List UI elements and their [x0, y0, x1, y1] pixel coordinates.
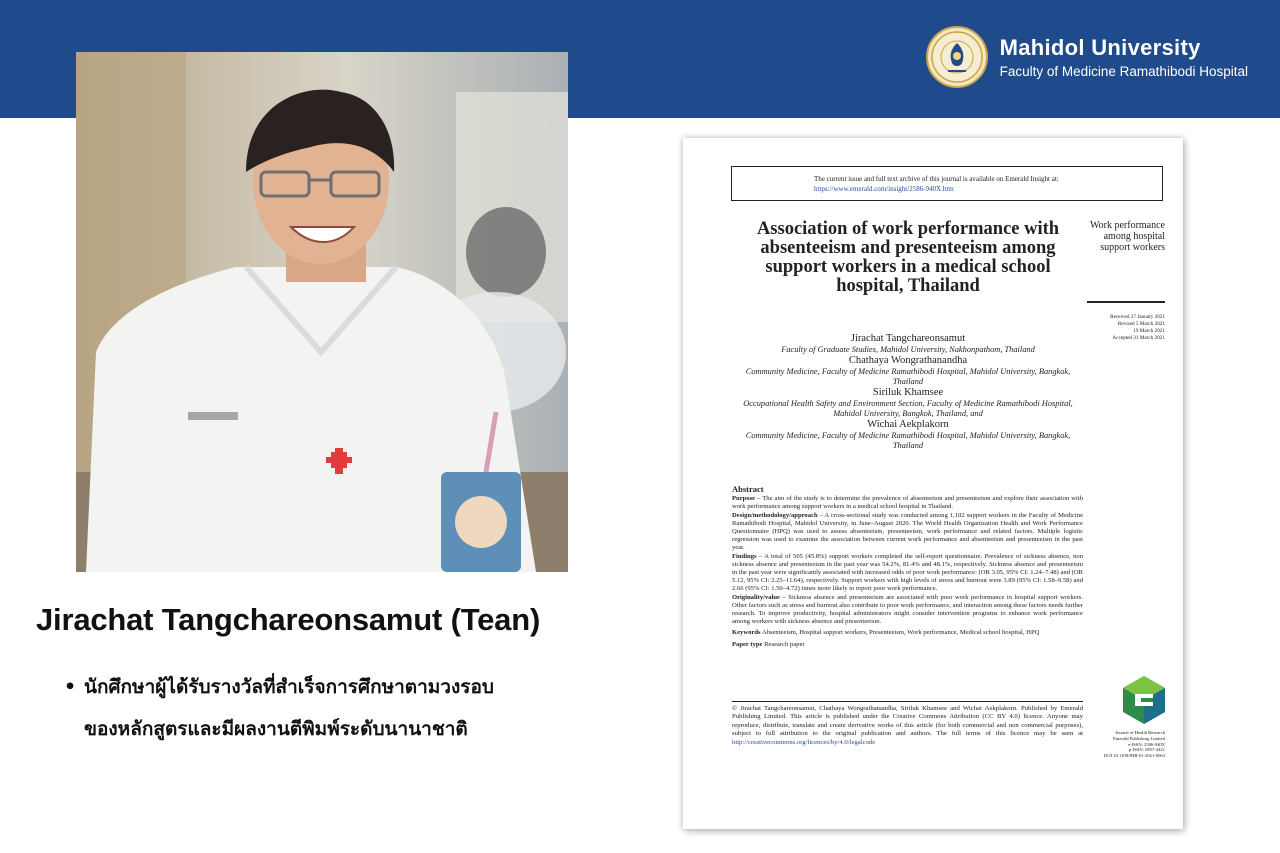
achievement-text-line1: นักศึกษาผู้ได้รับรางวัลที่สำเร็จการศึกษาตามวงรอบ	[84, 676, 494, 698]
abstract-heading: Abstract	[732, 484, 764, 494]
archive-url-link[interactable]: https://www.emerald.com/insight/2586-940X.htm	[814, 185, 954, 193]
achievement-list	[64, 666, 624, 750]
portrait-photo	[76, 52, 568, 572]
abstract-originality: Originality/value – Sickness absence and presenteeism are associated with poor work performance in hospital support workers. Other factors such as stress and burnout also contribute to poor work performance, and interaction among these factors needs further research. To improve productivity, hospital administrators might consider intervention programs to enhance work performance among workers with sickness absence and presenteeism.	[732, 593, 1083, 626]
abstract-design: Design/methodology/approach – A cross-sectional study was conducted among 1,102 support workers in the Faculty of Medicine Ramathibodi Hospital, Mahidol University, in June–August 2020. The World Health Organization Health and Work Performance Questionnaire (HPQ) was used to assess absenteeism, presenteeism, work performance and related factors. Multiple logistic regression was used to examine the association between current work performance and absenteeism and presenteeism in the past year.	[732, 511, 1083, 552]
received-dates	[1087, 314, 1165, 342]
abstract-purpose: Purpose – The aim of the study is to determine the prevalence of absenteeism and presenteeism and explore their association with work performance among support workers in a medical school hospital in Thailand.	[732, 495, 1083, 511]
paper-title: Association of work performance with absenteeism and presenteeism among support workers in a medical school hospital, Thailand	[756, 219, 1060, 296]
achievement-text-line2: ของหลักสูตรและมีผลงานตีพิมพ์ระดับนานาชาติ	[84, 718, 468, 740]
side-divider	[1087, 301, 1165, 303]
person-name: Jirachat Tangchareonsamut (Tean)	[36, 602, 541, 637]
author-affiliation: Occupational Health Safety and Environment Section, Faculty of Medicine Ramathibodi Hospital, Mahidol University, Bangkok, Thailand, and	[743, 399, 1073, 418]
received-date: Received 27 January 2021	[1110, 314, 1165, 320]
doi: DOI 10.1108/JHR-01-2021-0063	[1103, 753, 1165, 759]
author-list	[733, 333, 1083, 451]
revised-date: Revised 5 March 2021	[1117, 321, 1165, 327]
accepted-date: Accepted 31 March 2021	[1112, 335, 1165, 341]
archive-note: The current issue and full text archive of this journal is available on Emerald Insight at:	[814, 175, 1059, 183]
author-affiliation: Faculty of Graduate Studies, Mahidol University, Nakhonpathom, Thailand	[781, 345, 1035, 354]
university-name: Mahidol University	[999, 35, 1201, 60]
copyright-divider	[732, 701, 1083, 702]
university-brand[interactable]	[926, 24, 1248, 90]
running-title: Work performance among hospital support workers	[1090, 220, 1165, 253]
emerald-logo-icon	[1123, 676, 1165, 724]
journal-info	[1083, 730, 1165, 759]
author-affiliation: Community Medicine, Faculty of Medicine Ramathibodi Hospital, Mahidol University, Bangkok, Thailand	[745, 431, 1071, 450]
copyright-notice	[732, 705, 1083, 747]
university-seal-icon	[926, 26, 988, 88]
author-name: Siriluk Khamsee	[872, 387, 944, 398]
publisher-name: Emerald Publishing Limited	[1112, 735, 1165, 741]
e-issn: e-ISSN: 2586-940X	[1128, 741, 1165, 747]
abstract-keywords: Keywords Absenteeism, Hospital support workers, Presenteeism, Work performance, Medical school hospital, HPQ	[732, 629, 1040, 637]
achievement-item	[64, 666, 624, 708]
faculty-name: Faculty of Medicine Ramathibodi Hospital	[999, 64, 1248, 79]
abstract-findings: Findings – A total of 505 (45.8%) support workers completed the self-report questionnaire. Prevalence of sickness absence, non sickness absence and presenteeism in the past year was 54.2%, 81.4% and 48.1%, respectively. Sickness absence and presenteeism in the past year were significantly associated with increased odds of poor work performance: (OR 3.05, 95% CI: 1.24–7.48) and (OR 5.12, 95% CI: 2.25–11.64), respectively. Support workers with high levels of stress and burnout were 3.89 (95% CI: 1.58–9.58) and 2.66 (95% CI: 1.50–4.72) times more likely to report poor work performance.	[732, 552, 1083, 593]
journal-name: Journal of Health Research	[1115, 730, 1165, 735]
abstract-paper-type: Paper type Research paper	[732, 640, 805, 648]
author-affiliation: Community Medicine, Faculty of Medicine Ramathibodi Hospital, Mahidol University, Bangkok, Thailand	[745, 367, 1071, 386]
author-name: Jirachat Tangchareonsamut	[850, 333, 966, 344]
author-name: Wichai Aekplakorn	[867, 419, 949, 430]
licence-link[interactable]: http://creativecommons.org/licences/by/4.0/legalcode	[732, 738, 876, 746]
paper-first-page	[683, 138, 1183, 829]
copyright-text: © Jirachat Tangchareonsamut, Chathaya Wongrathanandha, Siriluk Khamsee and Wichai Aekplakorn. Published by Emerald Publishing Limited. This article is published under the Creative Commons Attribution (CC BY 4.0) licence. Anyone may reproduce, distribute, translate and create derivative works of this article (for both commercial and non commercial purposes), subject to full attribution to the original publication and authors. The full terms of this licence may be seen at	[732, 705, 1083, 738]
journal-archive-box	[731, 166, 1163, 201]
author-name: Chathaya Wongrathanandha	[848, 355, 968, 366]
p-issn: p-ISSN: 0857-4421	[1128, 747, 1165, 753]
abstract-section	[732, 485, 1083, 649]
bullet-icon: •	[64, 676, 77, 698]
revised-date-2: 19 March 2021	[1133, 328, 1165, 334]
